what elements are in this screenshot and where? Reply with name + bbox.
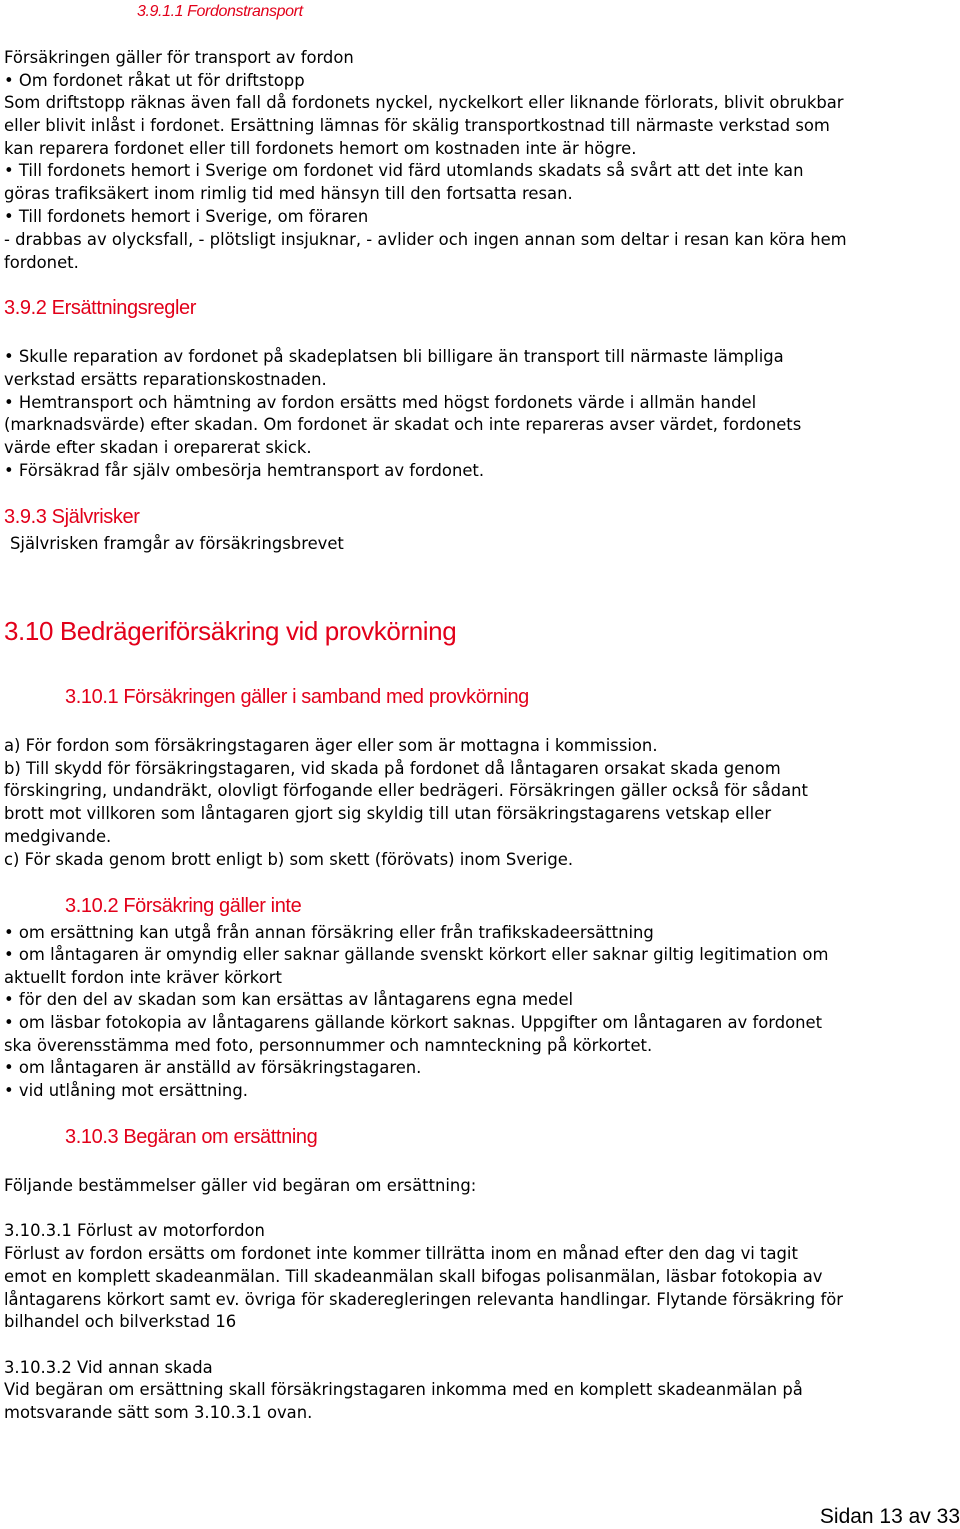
text-line: - drabbas av olycksfall, - plötsligt insjuknar, - avlider och ingen annan som deltar i resan kan köra hem bbox=[4, 230, 847, 249]
text-line: Självrisken framgår av försäkringsbrevet bbox=[10, 534, 344, 553]
list-item: • vid utlåning mot ersättning. bbox=[4, 1081, 248, 1100]
text-line: Vid begäran om ersättning skall försäkringstagaren inkomma med en komplett skadeanmälan på bbox=[4, 1380, 803, 1399]
list-item: aktuellt fordon inte kräver körkort bbox=[4, 968, 282, 987]
text-line: värde efter skadan i oreparerat skick. bbox=[4, 438, 312, 457]
text-line: fordonet. bbox=[4, 253, 79, 272]
list-item: • om ersättning kan utgå från annan försäkring eller från trafikskadeersättning bbox=[4, 923, 654, 942]
list-item: ska överensstämma med foto, personnummer och namnteckning på körkortet. bbox=[4, 1036, 653, 1055]
subsection-title: 3.10.3.1 Förlust av motorfordon bbox=[4, 1221, 265, 1240]
section-heading-3-9-1-1: 3.9.1.1 Fordonstransport bbox=[137, 3, 303, 20]
section-heading-3-10-2: 3.10.2 Försäkring gäller inte bbox=[65, 895, 302, 917]
text-line: Följande bestämmelser gäller vid begäran om ersättning: bbox=[4, 1176, 477, 1195]
text-line: b) Till skydd för försäkringstagaren, vid skada på fordonet då låntagaren orsakat skada genom bbox=[4, 759, 781, 778]
list-item: • om låntagaren är omyndig eller saknar gällande svenskt körkort eller saknar giltig legitimation om bbox=[4, 945, 829, 964]
text-line: bilhandel och bilverkstad 16 bbox=[4, 1312, 237, 1331]
text-line: brott mot villkoren som låntagaren gjort sig skyldig till utan försäkringstagarens vetskap eller bbox=[4, 804, 772, 823]
list-item: • om låntagaren är anställd av försäkringstagaren. bbox=[4, 1058, 422, 1077]
text-line: Försäkringen gäller för transport av fordon bbox=[4, 48, 354, 67]
text-line: • Försäkrad får själv ombesörja hemtransport av fordonet. bbox=[4, 461, 485, 480]
text-line: a) För fordon som försäkringstagaren äger eller som är mottagna i kommission. bbox=[4, 736, 658, 755]
text-line: • Till fordonets hemort i Sverige om fordonet vid färd utomlands skadats så svårt att det inte kan bbox=[4, 161, 804, 180]
text-line: låntagarens körkort samt ev. övriga för skaderegleringen relevanta handlingar. Flytande försäkring för bbox=[4, 1290, 844, 1309]
text-line: kan reparera fordonet eller till fordonets hemort om kostnaden inte är högre. bbox=[4, 139, 637, 158]
text-line: (marknadsvärde) efter skadan. Om fordonet är skadat och inte repareras avser värdet, fordonets bbox=[4, 415, 802, 434]
section-heading-3-10-1: 3.10.1 Försäkringen gäller i samband med provkörning bbox=[65, 686, 529, 708]
text-line: emot en komplett skadeanmälan. Till skadeanmälan skall bifogas polisanmälan, läsbar fotokopia av bbox=[4, 1267, 823, 1286]
list-item: • om läsbar fotokopia av låntagarens gällande körkort saknas. Uppgifter om låntagaren av fordonet bbox=[4, 1013, 823, 1032]
text-line: förskingring, undandräkt, olovligt förfogande eller bedrägeri. Försäkringen gäller också för sådant bbox=[4, 781, 808, 800]
text-line: eller blivit inlåst i fordonet. Ersättning lämnas för skälig transportkostnad till närmaste verkstad som bbox=[4, 116, 830, 135]
text-line: motsvarande sätt som 3.10.3.1 ovan. bbox=[4, 1403, 313, 1422]
text-line: göras trafiksäkert inom rimlig tid med hänsyn till den fortsatta resan. bbox=[4, 184, 573, 203]
text-line: • Om fordonet råkat ut för driftstopp bbox=[4, 71, 305, 90]
text-line: c) För skada genom brott enligt b) som skett (förövats) inom Sverige. bbox=[4, 850, 574, 869]
section-heading-3-10: 3.10 Bedrägeriförsäkring vid provkörning bbox=[4, 616, 457, 646]
text-line: medgivande. bbox=[4, 827, 112, 846]
section-heading-3-10-3: 3.10.3 Begäran om ersättning bbox=[65, 1126, 318, 1148]
text-line: verkstad ersätts reparationskostnaden. bbox=[4, 370, 327, 389]
list-item: • för den del av skadan som kan ersättas av låntagarens egna medel bbox=[4, 990, 574, 1009]
text-line: Förlust av fordon ersätts om fordonet inte kommer tillrätta inom en månad efter den dag vi tagit bbox=[4, 1244, 798, 1263]
section-heading-3-9-3: 3.9.3 Självrisker bbox=[4, 506, 140, 528]
text-line: • Skulle reparation av fordonet på skadeplatsen bli billigare än transport till närmaste lämpliga bbox=[4, 347, 784, 366]
section-heading-3-9-2: 3.9.2 Ersättningsregler bbox=[4, 297, 197, 319]
text-line: • Hemtransport och hämtning av fordon ersätts med högst fordonets värde i allmän handel bbox=[4, 393, 757, 412]
text-line: • Till fordonets hemort i Sverige, om föraren bbox=[4, 207, 369, 226]
page-number: Sidan 13 av 33 bbox=[819, 1505, 960, 1528]
subsection-title: 3.10.3.2 Vid annan skada bbox=[4, 1358, 213, 1377]
text-line: Som driftstopp räknas även fall då fordonets nyckel, nyckelkort eller liknande förlorats, blivit obrukbar bbox=[4, 93, 844, 112]
